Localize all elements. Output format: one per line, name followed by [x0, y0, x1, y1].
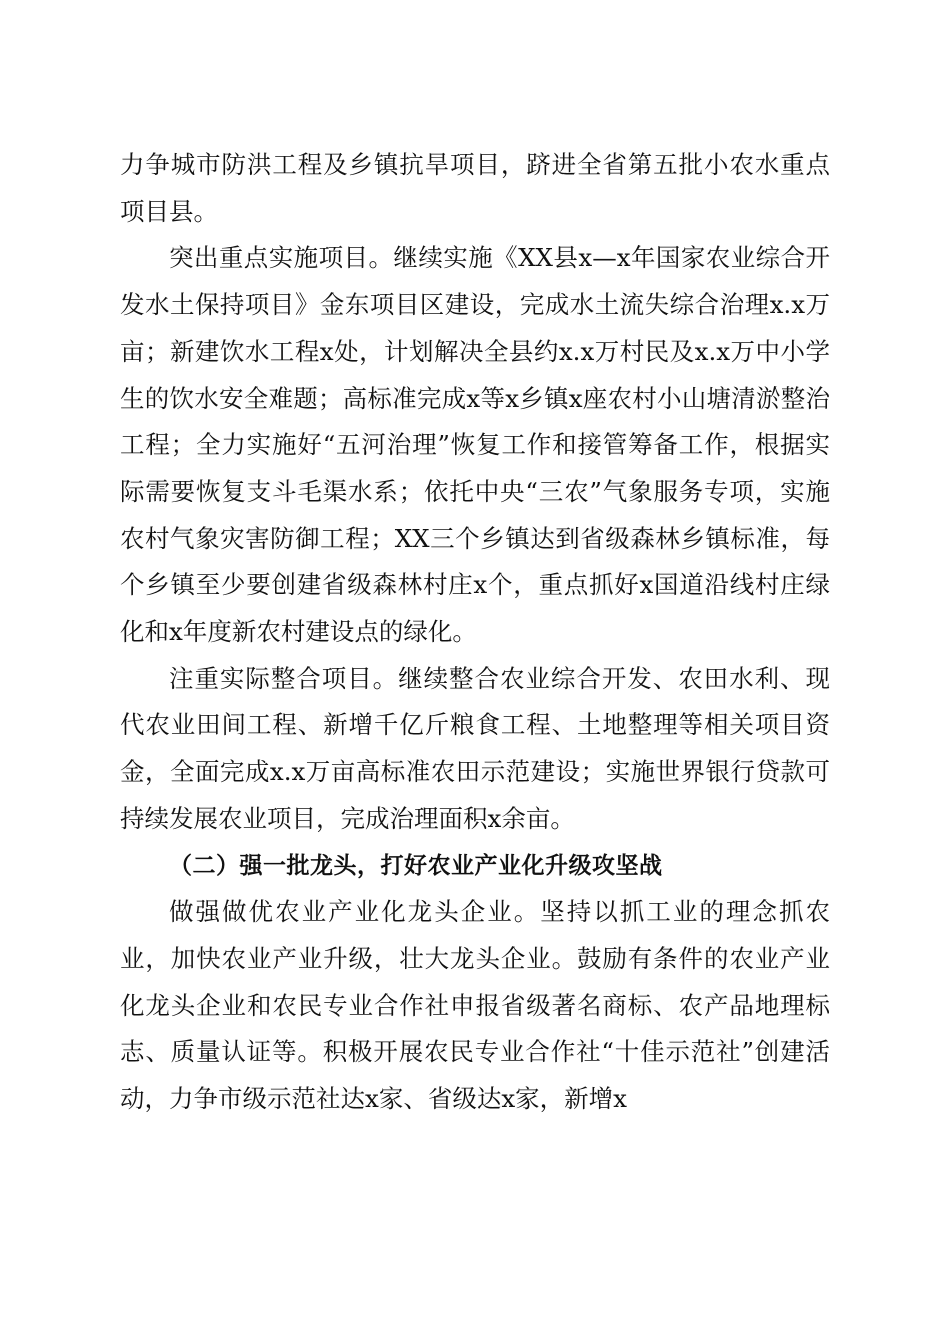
document-body — [120, 142, 830, 1123]
paragraph-continuation: 力争城市防洪工程及乡镇抗旱项目，跻进全省第五批小农水重点项目县。 — [120, 150, 830, 226]
paragraph-key-projects: 突出重点实施项目。继续实施《XX县x—x年国家农业综合开发水土保持项目》金东项目区建设，完成水土流失综合治理x.x万亩；新建饮水工程x处，计划解决全县约x.x万村民及x.x万中小学生的饮水安全难题；高标准完成x等x乡镇x座农村小山塘清淤整治工程；全力实施好“五河治理”恢复工作和接管筹备工作，根据实际需要恢复支斗毛渠水系；依托中央“三农”气象服务专项，实施农村气象灾害防御工程；XX三个乡镇达到省级森林乡镇标准，每个乡镇至少要创建省级森林村庄x个，重点抓好x国道沿线村庄绿化和x年度新农村建设点的绿化。 — [120, 243, 830, 647]
paragraph-integrate-projects: 注重实际整合项目。继续整合农业综合开发、农田水利、现代农业田间工程、新增千亿斤粮食工程、土地整理等相关项目资金，全面完成x.x万亩高标准农田示范建设；实施世界银行贷款可持续发展农业项目，完成治理面积x余亩。 — [120, 663, 830, 833]
section-heading: （二）强一批龙头，打好农业产业化升级攻坚战 — [169, 852, 663, 879]
paragraph-leading-enterprises: 做强做优农业产业化龙头企业。坚持以抓工业的理念抓农业，加快农业产业升级，壮大龙头企业。鼓励有条件的农业产业化龙头企业和农民专业合作社申报省级著名商标、农产品地理标志、质量认证等。积极开展农民专业合作社“十佳示范社”创建活动，力争市级示范社达x家、省级达x家，新增x — [120, 897, 830, 1114]
